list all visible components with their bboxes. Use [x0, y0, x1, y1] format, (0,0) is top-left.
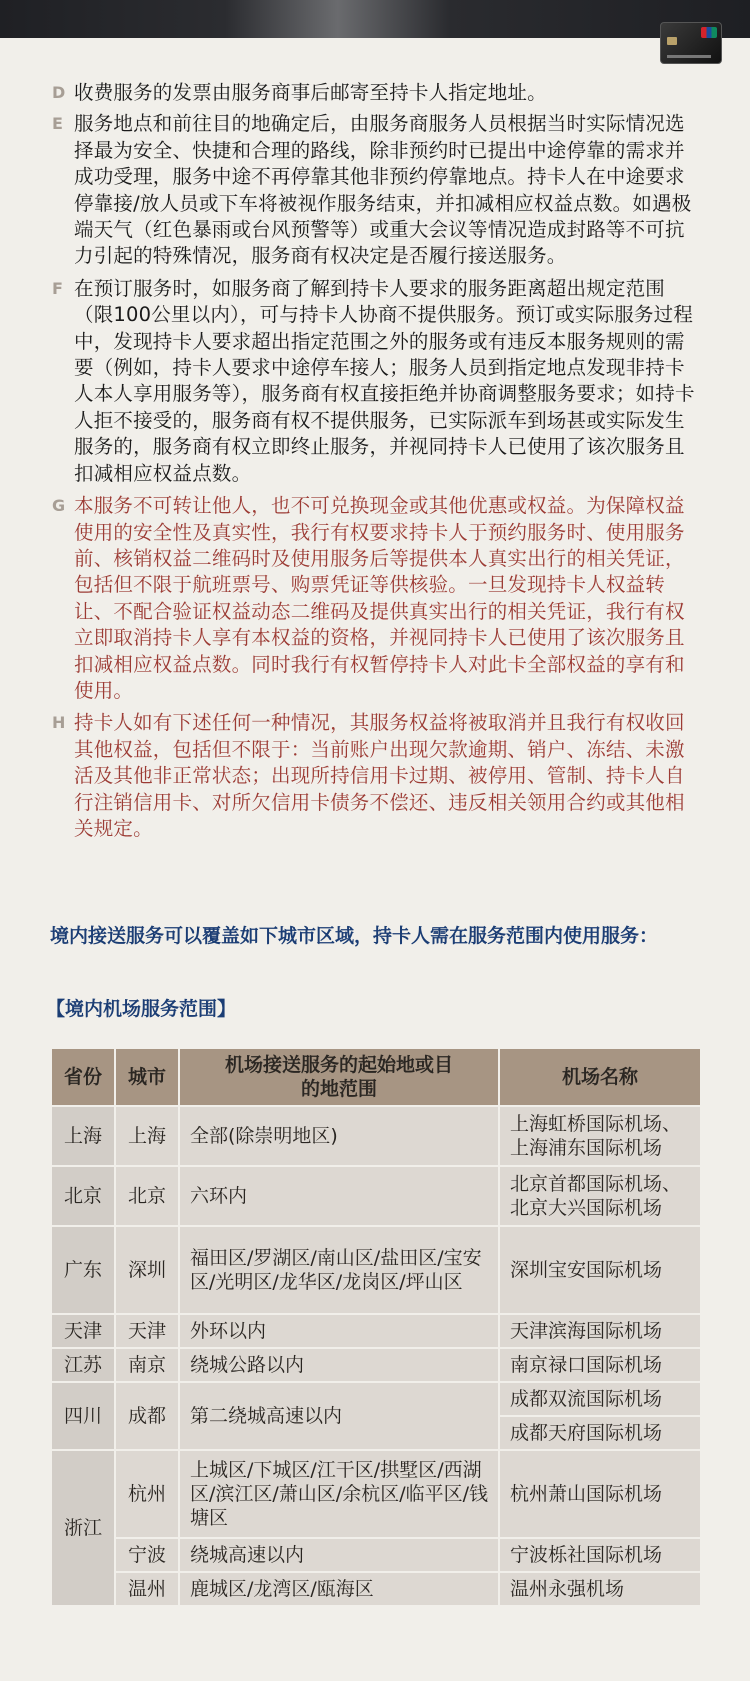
table-header-row — [51, 1048, 701, 1106]
cell-city: 上海 — [115, 1106, 179, 1166]
term-letter: H — [52, 713, 66, 733]
cell-range: 绕城高速以内 — [179, 1538, 499, 1572]
cell-range: 六环内 — [179, 1166, 499, 1226]
card-chip-icon — [667, 37, 677, 45]
credit-card-image — [660, 22, 722, 64]
term-letter: D — [52, 83, 66, 102]
term-letter: G — [52, 496, 66, 516]
table-row — [51, 1348, 701, 1382]
coverage-heading: 境内接送服务可以覆盖如下城市区域，持卡人需在服务范围内使用服务： — [50, 925, 659, 947]
cell-airport: 温州永强机场 — [499, 1572, 701, 1606]
term-item-f — [52, 276, 704, 487]
cell-airport: 上海虹桥国际机场、上海浦东国际机场 — [499, 1106, 701, 1166]
cell-province: 江苏 — [51, 1348, 115, 1382]
table-row — [51, 1106, 701, 1166]
header-city: 城市 — [115, 1048, 179, 1106]
table-row — [51, 1572, 701, 1606]
cell-airport: 北京首都国际机场、北京大兴国际机场 — [499, 1166, 701, 1226]
cell-city: 杭州 — [115, 1450, 179, 1538]
table-row — [51, 1314, 701, 1348]
cell-range: 上城区/下城区/江干区/拱墅区/西湖区/滨江区/萧山区/余杭区/临平区/钱塘区 — [179, 1450, 499, 1538]
term-text: 服务地点和前往目的地确定后，由服务商服务人员根据当时实际情况选择最为安全、快捷和合理的路线，除非预约时已提出中途停靠的需求并成功受理，服务中途不再停靠其他非预约停靠地点。持卡人在中途要求停靠接/放人员或下车将被视作服务结束，并扣减相应权益点数。如遇极端天气（红色暴雨或台风预警等）或重大会议等情况造成封路等不可抗力引起的特殊情况，服务商有权决定是否履行接送服务。 — [74, 112, 692, 268]
table-row — [51, 1538, 701, 1572]
card-stripe — [667, 55, 711, 58]
cell-city: 宁波 — [115, 1538, 179, 1572]
cell-airport: 南京禄口国际机场 — [499, 1348, 701, 1382]
header-range — [179, 1048, 499, 1106]
cell-airport: 宁波栎社国际机场 — [499, 1538, 701, 1572]
cell-province: 广东 — [51, 1226, 115, 1314]
cell-province: 天津 — [51, 1314, 115, 1348]
cell-province: 浙江 — [51, 1450, 115, 1606]
term-text: 收费服务的发票由服务商事后邮寄至持卡人指定地址。 — [74, 81, 547, 104]
cell-range: 第二绕城高速以内 — [179, 1382, 499, 1450]
header-province: 省份 — [51, 1048, 115, 1106]
cell-city: 深圳 — [115, 1226, 179, 1314]
cell-airport: 天津滨海国际机场 — [499, 1314, 701, 1348]
cell-range: 绕城公路以内 — [179, 1348, 499, 1382]
cell-city: 南京 — [115, 1348, 179, 1382]
cell-range: 鹿城区/龙湾区/瓯海区 — [179, 1572, 499, 1606]
cell-airport: 成都双流国际机场 — [499, 1382, 701, 1416]
cell-province: 上海 — [51, 1106, 115, 1166]
term-letter: E — [52, 114, 64, 134]
term-text: 持卡人如有下述任何一种情况，其服务权益将被取消并且我行有权收回其他权益，包括但不限于：当前账户出现欠款逾期、销户、冻结、未激活及其他非正常状态；出现所持信用卡过期、被停用、管制、持卡人自行注销信用卡、对所欠信用卡债务不偿还、违反相关领用合约或其他相关规定。 — [74, 711, 685, 840]
term-item-d — [52, 80, 704, 106]
cell-range: 全部(除崇明地区) — [179, 1106, 499, 1166]
header-airport: 机场名称 — [499, 1048, 701, 1106]
table-row — [51, 1166, 701, 1226]
cell-airport: 成都天府国际机场 — [499, 1416, 701, 1450]
unionpay-logo-icon — [701, 27, 717, 38]
table-row — [51, 1450, 701, 1538]
term-item-g — [52, 493, 704, 704]
cell-city: 温州 — [115, 1572, 179, 1606]
top-banner — [0, 0, 750, 38]
cell-city: 北京 — [115, 1166, 179, 1226]
term-text: 在预订服务时，如服务商了解到持卡人要求的服务距离超出规定范围（限100公里以内），可与持卡人协商不提供服务。预订或实际服务过程中，发现持卡人要求超出指定范围之外的服务或有违反本服务规则的需要（例如，持卡人要求中途停车接人；服务人员到指定地点发现非持卡人本人享用服务等），服务商有权直接拒绝并协商调整服务要求；如持卡人拒不接受的，服务商有权不提供服务，已实际派车到场甚或实际发生服务的，服务商有权立即终止服务，并视同持卡人已使用了该次服务且扣减相应权益点数。 — [74, 276, 695, 485]
airport-service-table — [50, 1047, 702, 1607]
cell-city: 天津 — [115, 1314, 179, 1348]
table-row — [51, 1382, 701, 1416]
table-row — [51, 1226, 701, 1314]
term-text: 本服务不可转让他人，也不可兑换现金或其他优惠或权益。为保障权益使用的安全性及真实性，我行有权要求持卡人于预约服务时、使用服务前、核销权益二维码时及使用服务后等提供本人真实出行的相关凭证，包括但不限于航班票号、购票凭证等供核验。一旦发现持卡人权益转让、不配合验证权益动态二维码及提供真实出行的相关凭证，我行有权立即取消持卡人享有本权益的资格，并视同持卡人已使用了该次服务且扣减相应权益点数。同时我行有权暂停持卡人对此卡全部权益的享有和使用。 — [74, 494, 685, 702]
term-letter: F — [52, 278, 64, 298]
cell-range: 福田区/罗湖区/南山区/盐田区/宝安区/光明区/龙华区/龙岗区/坪山区 — [179, 1226, 499, 1314]
cell-airport: 杭州萧山国际机场 — [499, 1450, 701, 1538]
cell-city: 成都 — [115, 1382, 179, 1450]
cell-province: 北京 — [51, 1166, 115, 1226]
cell-airport: 深圳宝安国际机场 — [499, 1226, 701, 1314]
cell-range: 外环以内 — [179, 1314, 499, 1348]
table-title: 【境内机场服务范围】 — [46, 998, 237, 1020]
cell-province: 四川 — [51, 1382, 115, 1450]
terms-list — [52, 80, 704, 845]
term-item-e — [52, 111, 704, 269]
header-range-text: 机场接送服务的起始地或目的地范围 — [224, 1054, 453, 1100]
term-item-h — [52, 710, 704, 842]
